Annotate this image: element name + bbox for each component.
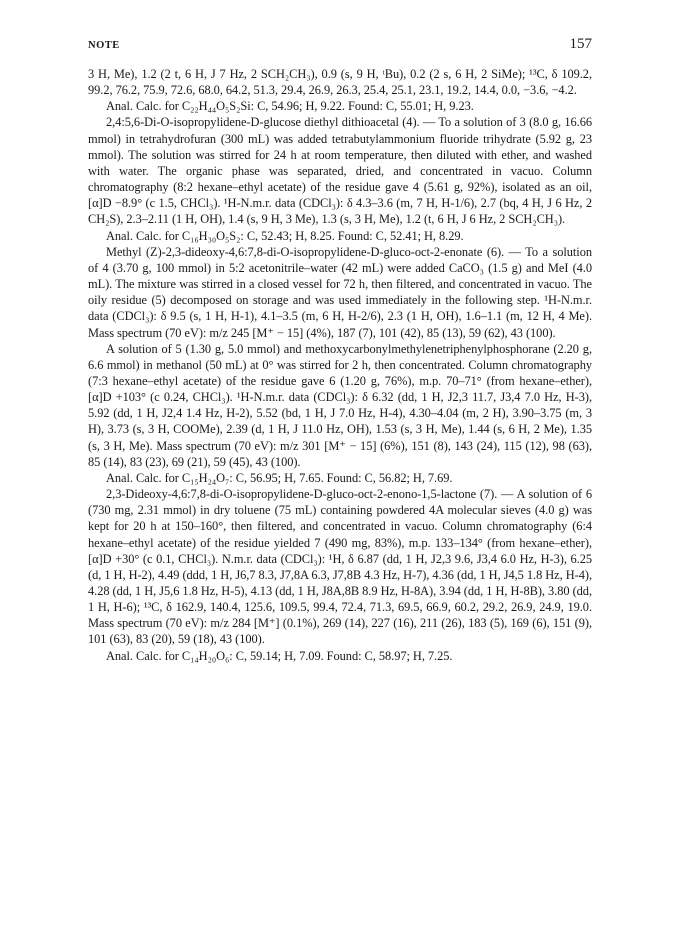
paragraph-analysis-4: Anal. Calc. for C₁₆H₃₀O₅S₂: C, 52.43; H, 8.25. Found: C, 52.41; H, 8.29.: [106, 228, 464, 243]
body-text: [88, 66, 592, 664]
page-number: 157: [569, 36, 592, 52]
paragraph-compound-6-procedure: A solution of 5 (1.30 g, 5.0 mmol) and methoxycarbonylmethylenetriphenylphosphorane (2.20 g, 6.6 mmol) in methanol (50 mL) at 0° was stirred for 2 h, then concentrated. Column chromatography (7:3 hexane–ethyl acetate) of the residue gave 6 (1.20 g, 76%), m.p. 70–71° (from hexane–ether), [α]D +103° (c 0.24, CHCl₃). ¹H-N.m.r. data (CDCl₃): δ 6.32 (dd, 1 H, J2,3 11.7, J3,4 7.0 Hz, H-3), 5.92 (dd, 1 H, J2,4 1.4 Hz, H-2), 5.52 (bd, 1 H, J 7.0 Hz, H-4), 4.30–4.04 (m, 2 H), 3.90–3.75 (m, 3 H), 3.73 (s, 3 H, COOMe), 2.39 (d, 1 H, J 11.0 Hz, OH), 1.53 (s, 3 H, Me), 1.44 (s, 6 H, 2 Me), 1.35 (s, 3 H, Me). Mass spectrum (70 eV): m/z 301 [M⁺ − 15] (6%), 151 (8), 143 (24), 115 (12), 98 (63), 85 (14), 83 (23), 69 (21), 59 (45), 43 (100).: [88, 341, 592, 469]
paragraph-analysis-3: Anal. Calc. for C₂₂H₄₄O₅S₂Si: C, 54.96; H, 9.22. Found: C, 55.01; H, 9.23.: [106, 99, 474, 114]
page-header: [88, 36, 592, 58]
paragraph-compound-7: 2,3-Dideoxy-4,6:7,8-di-O-isopropylidene-D-gluco-oct-2-enono-1,5-lactone (7). — A solution of 6 (730 mg, 2.31 mmol) in dry toluene (75 mL) containing powdered 4A molecular sieves (4.0 g) was kept for 20 h at 150–160°, then filtered, and concentrated in vacuo. Column chromatography (6:4 hexane–ethyl acetate) of the residue yielded 7 (490 mg, 83%), m.p. 133–134° (from hexane–ether), [α]D +30° (c 0.1, CHCl₃). N.m.r. data (CDCl₃): ¹H, δ 6.87 (dd, 1 H, J2,3 9.6, J3,4 6.0 Hz, H-3), 6.25 (d, 1 H, H-2), 4.49 (ddd, 1 H, J6,7 8.3, J7,8A 6.3, J7,8B 4.3 Hz, H-7), 4.36 (dd, 1 H, J4,5 1.8 Hz, H-4), 4.28 (dd, 1 H, J5,6 1.8 Hz, H-5), 4.13 (dd, 1 H, J8A,8B 8.9 Hz, H-8A), 3.94 (dd, 1 H, H-8B), 3.80 (dd, 1 H, H-6); ¹³C, δ 162.9, 140.4, 125.6, 109.5, 99.4, 72.4, 71.3, 69.5, 66.9, 60.2, 29.2, 26.9, 24.9, 19.0. Mass spectrum (70 eV): m/z 284 [M⁺] (0.1%), 269 (14), 227 (16), 211 (26), 183 (5), 169 (6), 151 (9), 101 (63), 83 (20), 59 (18), 43 (100).: [88, 487, 592, 647]
paragraph-analysis-6: Anal. Calc. for C₁₅H₂₄O₇: C, 56.95; H, 7.65. Found: C, 56.82; H, 7.69.: [106, 470, 453, 485]
paragraph-compound-6-heading: Methyl (Z)-2,3-dideoxy-4,6:7,8-di-O-isopropylidene-D-gluco-oct-2-enonate (6). — To a solution of 4 (3.70 g, 100 mmol) in 5:2 acetonitrile–water (42 mL) were added CaCO₃ (1.5 g) and MeI (4.0 mL). The mixture was stirred in a closed vessel for 72 h, then filtered, and concentrated in vacuo. The oily residue (5) decomposed on storage and was used immediately in the following step. ¹H-N.m.r. data (CDCl₃): δ 9.5 (s, 1 H, H-1), 4.1–3.5 (m, 6 H, H-2/6), 2.3 (1 H, OH), 1.6–1.1 (m, 12 H, 4 Me). Mass spectrum (70 eV): m/z 245 [M⁺ − 15] (4%), 187 (7), 101 (42), 85 (13), 59 (62), 43 (100).: [88, 244, 592, 340]
paragraph-analysis-7: Anal. Calc. for C₁₄H₂₀O₆: C, 59.14; H, 7.09. Found: C, 58.97; H, 7.25.: [106, 648, 453, 663]
paragraph-compound-4: 2,4:5,6-Di-O-isopropylidene-D-glucose diethyl dithioacetal (4). — To a solution of 3 (8.0 g, 16.66 mmol) in tetrahydrofuran (300 mL) was added tetrabutylammonium fluoride trihydrate (5.92 g, 23 mmol). The solution was stirred for 24 h at room temperature, then diluted with ether, and washed with water. The organic phase was separated, dried, and concentrated in vacuo. Column chromatography (8:2 hexane–ethyl acetate) of the residue gave 4 (5.61 g, 92%), isolated as an oil, [α]D −8.9° (c 1.5, CHCl₃). ¹H-N.m.r. data (CDCl₃): δ 4.3–3.6 (m, 7 H, H-1/6), 2.7 (bq, 4 H, J 6 Hz, 2 CH₂S), 2.3–2.11 (1 H, OH), 1.4 (s, 9 H, 3 Me), 1.3 (s, 3 H, Me), 1.2 (t, 6 H, J 6 Hz, 2 SCH₂CH₃).: [88, 115, 592, 227]
running-head: NOTE: [88, 40, 120, 51]
paragraph-nmr-continued: 3 H, Me), 1.2 (2 t, 6 H, J 7 Hz, 2 SCH₂CH₃), 0.9 (s, 9 H, ᵗBu), 0.2 (2 s, 6 H, 2 SiMe); ¹³C, δ 109.2, 99.2, 76.2, 75.9, 72.6, 68.0, 64.2, 51.3, 29.4, 26.9, 26.3, 25.4, 25.1, 23.1, 19.2, 14.4, 0.0, −3.6, −4.2.: [88, 67, 592, 98]
